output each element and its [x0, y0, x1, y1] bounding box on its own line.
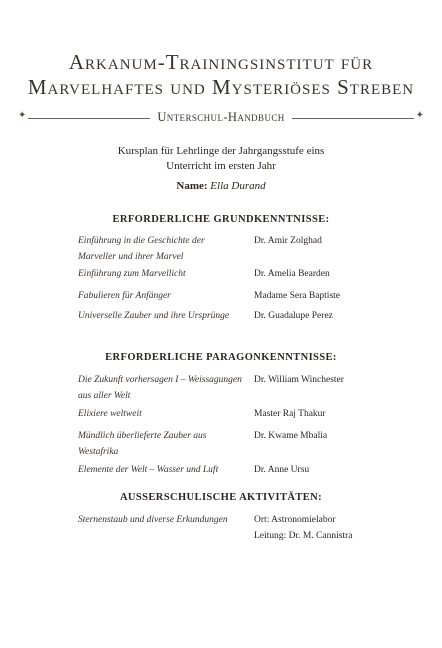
course-teacher: Madame Sera Baptiste — [254, 291, 341, 301]
title-line-2: Marvelhaftes und Mysteriöses Streben — [27, 75, 415, 99]
star-ornament-icon: ✦ — [18, 110, 27, 121]
course-row — [78, 372, 378, 404]
course-row — [78, 512, 378, 548]
course-name: Einführung zum Marvellicht — [78, 269, 186, 279]
intro-line-2: Unterricht im ersten Jahr — [166, 160, 276, 172]
activity-leader: Leitung: Dr. M. Cannistra — [254, 531, 353, 541]
course-teacher: Master Raj Thakur — [254, 409, 326, 419]
course-name: Fabulieren für Anfänger — [78, 291, 171, 301]
section-heading-basic: ERFORDERLICHE GRUNDKENNTNISSE: — [112, 214, 330, 225]
course-teacher: Dr. Anne Ursu — [254, 465, 310, 475]
course-name: Universelle Zauber und ihre Ursprünge — [78, 311, 230, 321]
course-teacher: Dr. Amelia Bearden — [254, 269, 330, 279]
divider-line-right — [292, 118, 414, 119]
course-teacher: Dr. Amir Zolghad — [254, 236, 322, 246]
student-name-value: Ella Durand — [210, 180, 266, 192]
course-name: Die Zukunft vorhersagen I – Weissagungen aus aller Welt — [78, 375, 242, 401]
course-name: Mündlich überlieferte Zauber aus Westafrika — [78, 431, 207, 457]
course-name: Einführung in die Geschichte der Marveller und ihrer Marvel — [78, 236, 205, 262]
activity-location: Ort: Astronomielabor — [254, 515, 336, 525]
course-name: Elemente der Welt – Wasser und Luft — [78, 465, 219, 475]
course-teacher: Dr. Kwame Mbalia — [254, 431, 328, 441]
student-name-label: Name: — [176, 180, 208, 192]
star-ornament-icon: ✦ — [415, 110, 424, 121]
title-line-1: Arkanum-Trainingsinstitut für — [68, 50, 374, 74]
page-title — [20, 50, 422, 100]
course-row — [78, 462, 378, 494]
section-heading-extra: AUSSERSCHULISCHE AKTIVITÄTEN: — [119, 492, 323, 503]
course-row — [78, 428, 378, 460]
section-heading-paragon: ERFORDERLICHE PARAGONKENNTNISSE: — [105, 352, 337, 363]
intro-line-1: Kursplan für Lehrlinge der Jahrgangsstufe eins — [117, 145, 325, 157]
course-teacher — [254, 512, 384, 544]
course-name: Sternenstaub und diverse Erkundungen — [78, 515, 228, 525]
course-teacher: Dr. William Winchester — [254, 375, 344, 385]
course-teacher: Dr. Guadalupe Perez — [254, 311, 333, 321]
course-name: Elixiere weltweit — [78, 409, 142, 419]
student-name — [40, 180, 402, 192]
course-row — [78, 308, 378, 340]
intro-text — [40, 144, 402, 174]
subtitle: Unterschul-Handbuch — [157, 110, 285, 124]
course-row — [78, 233, 378, 265]
